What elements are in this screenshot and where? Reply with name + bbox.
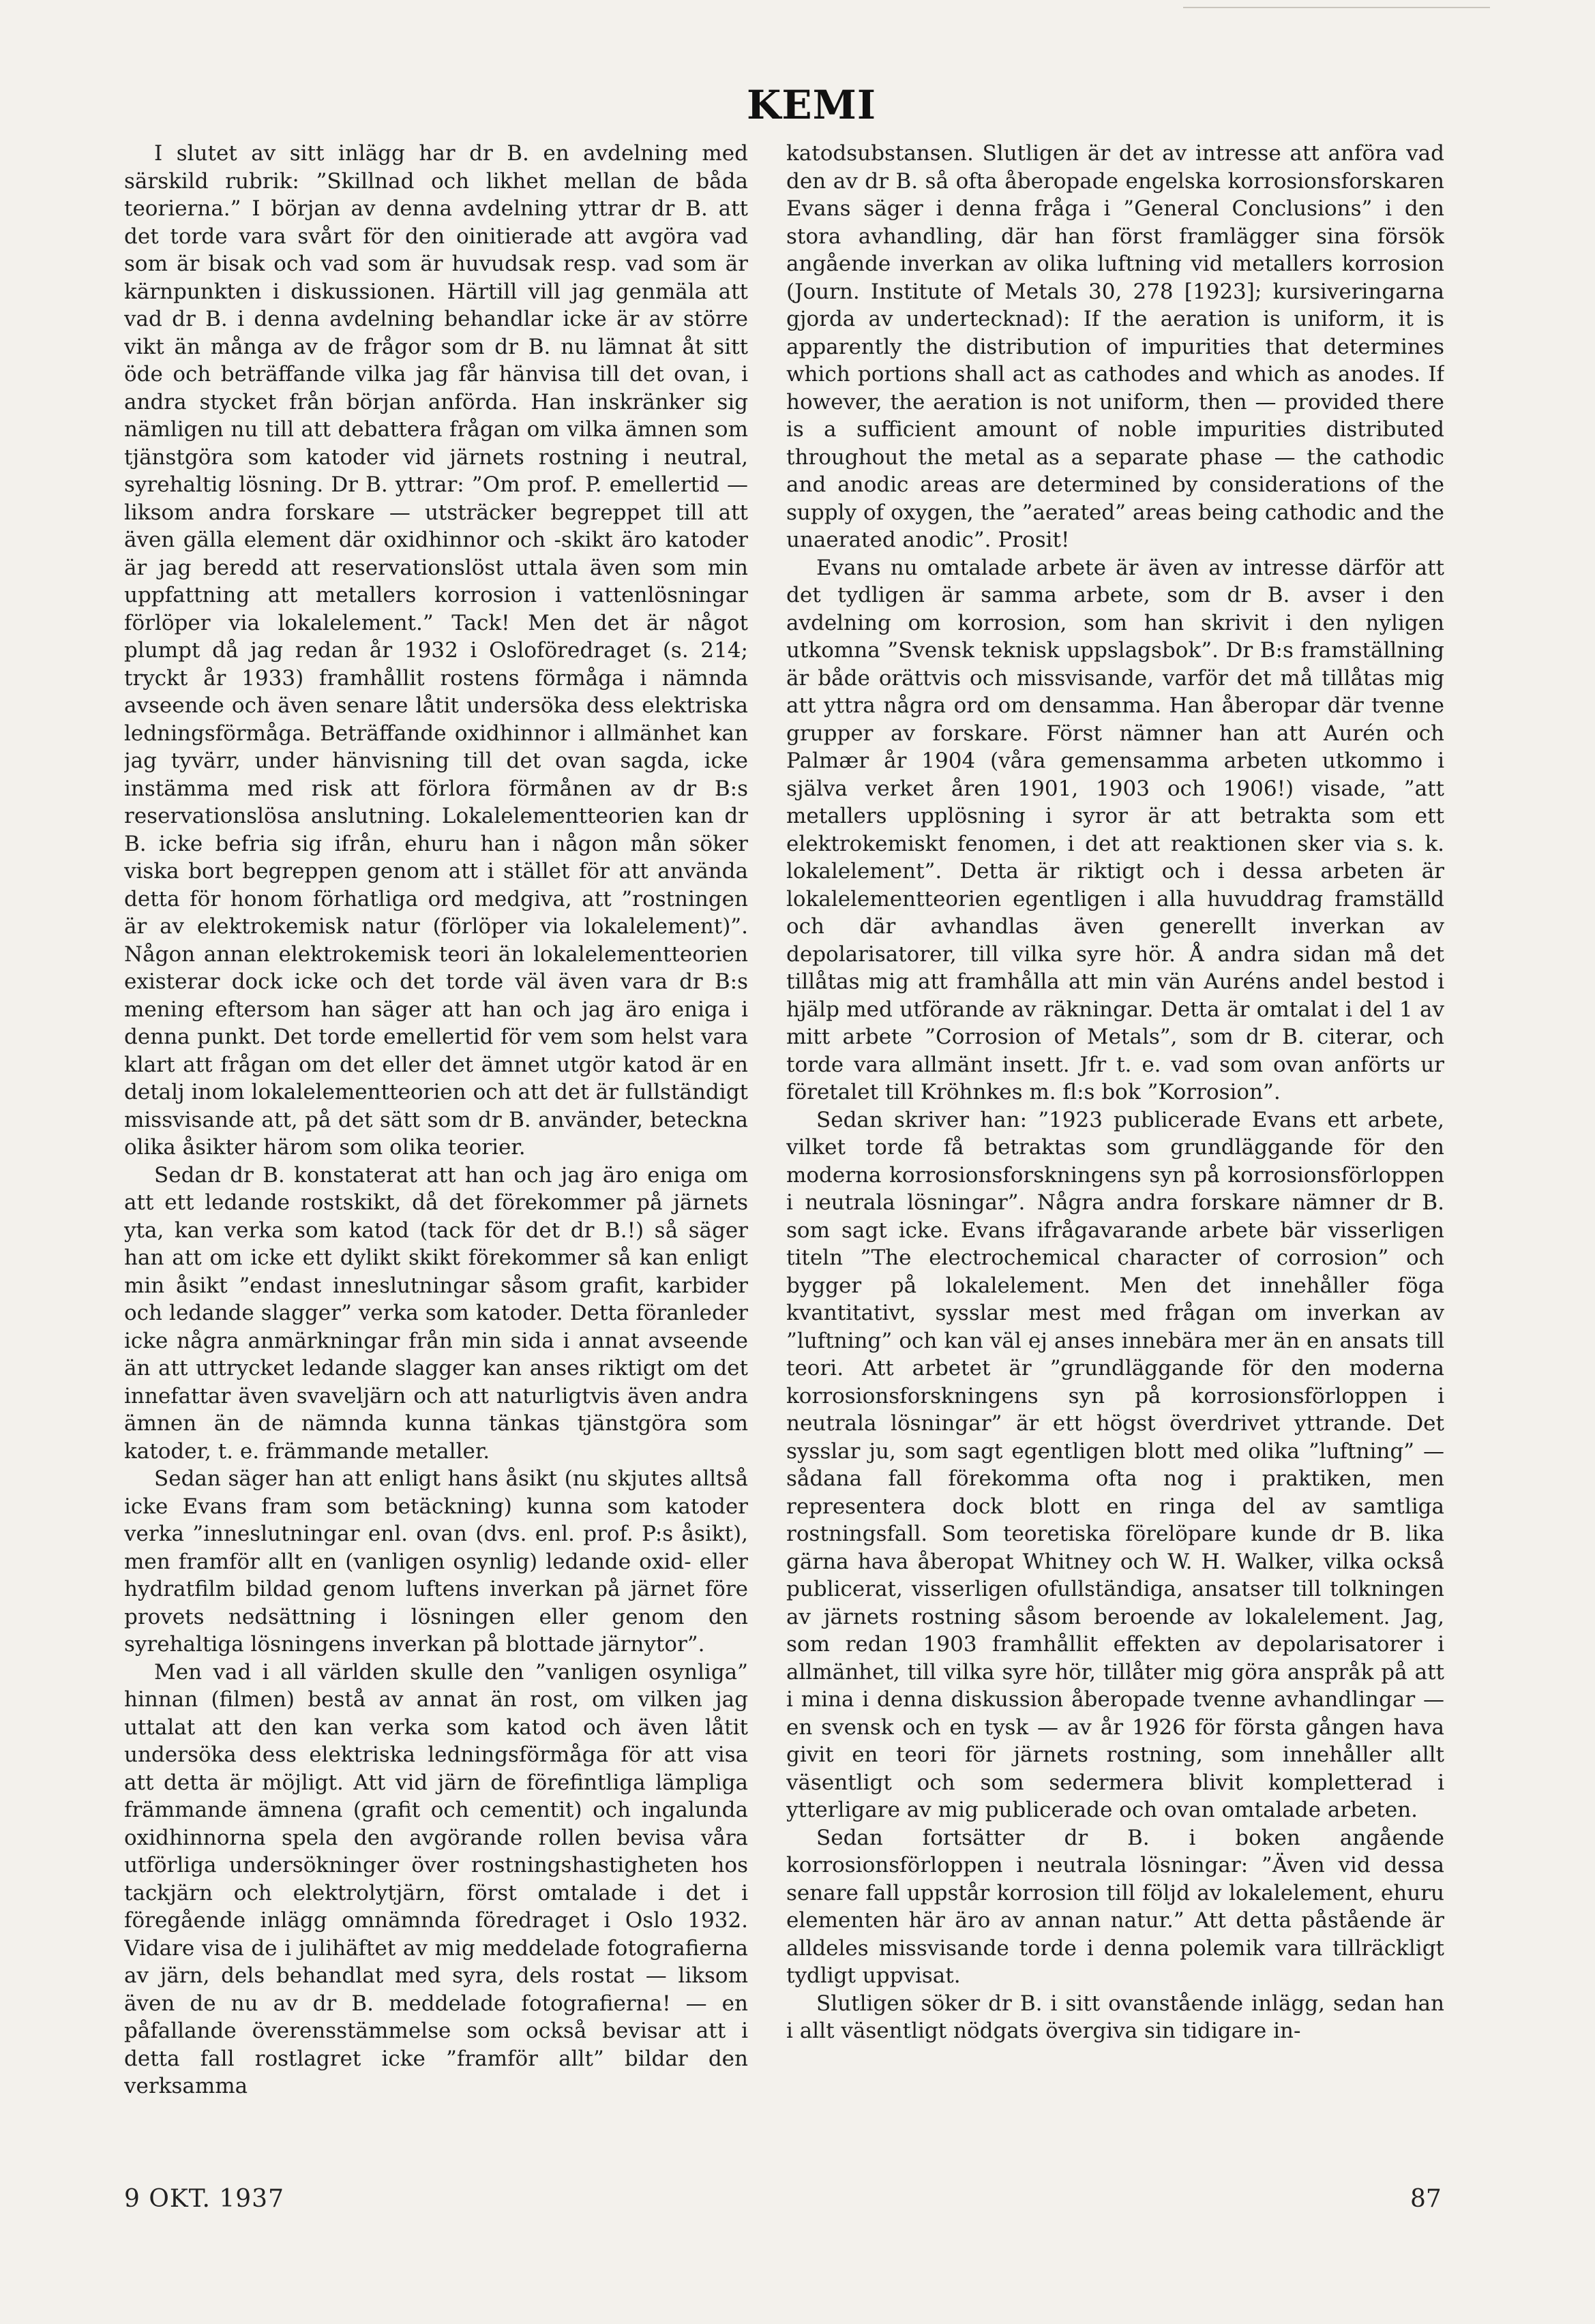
paragraph: I slutet av sitt inlägg har dr B. en avdelning med särskild rubrik: ”Skillnad och likhet mellan de båda teorierna.” I början av denna avdelning yttrar dr B. att det torde vara svårt för den oinitierade att avgöra vad som är bisak och vad som är huvudsak resp. vad som är kärnpunkten i diskussionen. Härtill vill jag genmäla att vad dr B. i denna avdelning behandlar icke är av större vikt än många av de frågor som dr B. nu lämnat åt sitt öde och beträffande vilka jag får hänvisa till det ovan, i andra stycket från början anförda. Han inskränker sig nämligen nu till att debattera frågan om vilka ämnen som tjänstgöra som katoder vid järnets rostning i neutral, syrehaltig lösning. Dr B. yttrar: ”Om prof. P. emellertid — liksom andra forskare — utsträcker begreppet till att även gälla element där oxidhinnor och -skikt äro katoder är jag beredd att reservationslöst uttala även som min uppfattning att metallers korrosion i vattenlösningar förlöper via lokalelement.” Tack! Men det är något plumpt då jag redan år 1932 i Osloföredraget (s. 214; tryckt år 1933) framhållit rostens förmåga i nämnda avseende och även senare låtit undersöka dess elektriska ledningsförmåga. Beträffande oxidhinnor i allmänhet kan jag tyvärr, under hänvisning till det ovan sagda, icke instämma med risk att förlora förmånen av dr B:s reservationslösa anslutning. Lokalelementteorien kan dr B. icke befria sig ifrån, ehuru han i någon mån söker viska bort begreppen genom att i stället för att använda detta för honom förhatliga ord medgiva, att ”rostningen är av elektrokemisk natur (förlöper via lokalelement)”. Någon annan elektrokemisk teori än lokalelementteorien existerar dock icke och det torde väl även vara dr B:s mening eftersom han säger att han och jag äro eniga i denna punkt. Det torde emellertid för vem som helst vara klart att frågan om det eller det ämnet utgör katod är en detalj inom lokalelementteorien och att det är fullständigt missvisande att, på det sätt som dr B. använder, beteckna olika åsikter härom som olika teorier. <box>124 141 748 1160</box>
paragraph: katodsubstansen. Slutligen är det av intresse att anföra vad den av dr B. så ofta åberopade engelska korrosionsforskaren Evans säger i denna fråga i ”General Conclusions” i den stora avhandling, där han först framlägger sina försök angående inverkan av olika luftning vid metallers korrosion (Journ. Institute of Metals 30, 278 [1923]; kursiveringarna gjorda av undertecknad): If the aeration is uniform, it is apparently the distribution of impurities that determines which portions shall act as cathodes and which as anodes. If however, the aeration is not uniform, then — provided there is a sufficient amount of noble impurities distributed throughout the metal as a separate phase — the cathodic and anodic areas are determined by considerations of the supply of oxygen, the ”aerated” areas being cathodic and the unaerated anodic”. Prosit! <box>786 141 1444 552</box>
paragraph: Sedan fortsätter dr B. i boken angående korrosionsförloppen i neutrala lösningar: ”Även vid dessa senare fall uppstår korrosion till följd av lokalelement, ehuru elementen här äro av annan natur.” Att detta påstående är alldeles missvisande torde i denna polemik vara tillräckligt tydligt uppvisat. <box>786 1825 1444 1988</box>
paragraph: Sedan skriver han: ”1923 publicerade Evans ett arbete, vilket torde få betraktas som grundläggande för den moderna korrosionsforskningens syn på korrosionsförloppen i neutrala lösningar”. Några andra forskare nämner dr B. som sagt icke. Evans ifrågavarande arbete bär visserligen titeln ”The electrochemical character of corrosion” och bygger på lokalelement. Men det innehåller föga kvantitativt, sysslar mest med frågan om inverkan av ”luftning” och kan väl ej anses innebära mer än en ansats till teori. Att arbetet är ”grundläggande för den moderna korrosionsforskningens syn på korrosionsförloppen i neutrala lösningar” är ett högst överdrivet yttrande. Det sysslar ju, som sagt egentligen blott med olika ”luftning” — sådana fall förekomma ofta nog i praktiken, men representera dock blott en ringa del av samtliga rostningsfall. Som teoretiska förelöpare kunde dr B. lika gärna hava åberopat Whitney och W. H. Walker, vilka också publicerat, visserligen ofullständiga, ansatser till tolkningen av järnets rostning såsom beroende av lokalelement. Jag, som redan 1903 framhållit effekten av depolarisatorer i allmänhet, till vilka syre hör, tillåter mig göra anspråk på att i mina i denna diskussion åberopade tvenne avhandlingar — en svensk och en tysk — av år 1926 för första gången hava givit en teori för järnets rostning, som innehåller allt väsentligt och som sedermera blivit kompletterad i ytterligare av mig publicerade och ovan omtalade arbeten. <box>786 1107 1444 1822</box>
top-rule <box>1183 7 1490 8</box>
section-heading: KEMI <box>747 82 876 128</box>
paragraph: Slutligen söker dr B. i sitt ovanstående inlägg, sedan han i allt väsentligt nödgats övergiva sin tidigare in- <box>786 1991 1444 2043</box>
paragraph: Evans nu omtalade arbete är även av intresse därför att det tydligen är samma arbete, som dr B. avser i den avdelning om korrosion, som han skrivit i den nyligen utkomna ”Svensk teknisk uppslagsbok”. Dr B:s framställning är både orättvis och missvisande, varför det må tillåtas mig att yttra några ord om densamma. Han åberopar där tvenne grupper av forskare. Först nämner han att Aurén och Palmær år 1904 (våra gemensamma arbeten utkommo i själva verket åren 1901, 1903 och 1906!) visade, ”att metallers upplösning i syror är att betrakta som ett elektrokemiskt fenomen, i det att reaktionen sker via s. k. lokalelement”. Detta är riktigt och i dessa arbeten är lokalelementteorien egentligen i alla huvuddrag framställd och där avhandlas även generellt inverkan av depolarisatorer, till vilka syre hör. Å andra sidan må det tillåtas mig att framhålla att min vän Auréns andel bestod i hjälp med utförande av räkningar. Detta är omtalat i del 1 av mitt arbete ”Corrosion of Metals”, som dr B. citerar, och torde vara allmänt insett. Jfr t. e. vad som ovan anförts ur företalet till Kröhnkes m. fl:s bok ”Korrosion”. <box>786 555 1444 1104</box>
issue-date: 9 OKT. 1937 <box>124 2185 284 2213</box>
paragraph: Sedan säger han att enligt hans åsikt (nu skjutes alltså icke Evans fram som betäckning) kunna som katoder verka ”inneslutningar enl. ovan (dvs. enl. prof. P:s åsikt), men framför allt en (vanligen osynlig) ledande oxid- eller hydratfilm bildad genom luftens inverkan på järnet före provets nedsättning i lösningen eller genom den syrehaltiga lösningens inverkan på blottade järnytor”. <box>124 1466 748 1657</box>
page-number: 87 <box>1410 2185 1442 2213</box>
paragraph: Men vad i all världen skulle den ”vanligen osynliga” hinnan (filmen) bestå av annat än rost, om vilken jag uttalat att den kan verka som katod och även låtit undersöka dess elektriska ledningsförmåga för att visa att detta är möjligt. Att vid järn de förefintliga lämpliga främmande ämnena (grafit och cementit) och ingalunda oxidhinnorna spela den avgörande rollen bevisa våra utförliga undersökninger över rostningshastigheten hos tackjärn och elektrolytjärn, först omtalade i det i föregående inlägg omnämnda föredraget i Oslo 1932. Vidare visa de i julihäftet av mig meddelade fotografierna av järn, dels behandlat med syra, dels rostat — liksom även de nu av dr B. meddelade fotografierna! — en påfallande överensstämmelse som också bevisar att i detta fall rostlagret icke ”framför allt” bildar den verksamma <box>124 1659 748 2098</box>
right-column <box>786 140 1444 2137</box>
left-column <box>124 140 748 2137</box>
paragraph: Sedan dr B. konstaterat att han och jag äro eniga om att ett ledande rostskikt, då det förekommer på järnets yta, kan verka som katod (tack för det dr B.!) så säger han att om icke ett dylikt skikt förekommer så kan enligt min åsikt ”endast inneslutningar såsom grafit, karbider och ledande slagger” verka som katoder. Detta föranleder icke några anmärkningar från min sida i annat avseende än att uttrycket ledande slagger kan anses riktigt om det innefattar även svaveljärn och att naturligtvis även andra ämnen än de nämnda kunna tänkas tjänstgöra som katoder, t. e. främmande metaller. <box>124 1162 748 1464</box>
